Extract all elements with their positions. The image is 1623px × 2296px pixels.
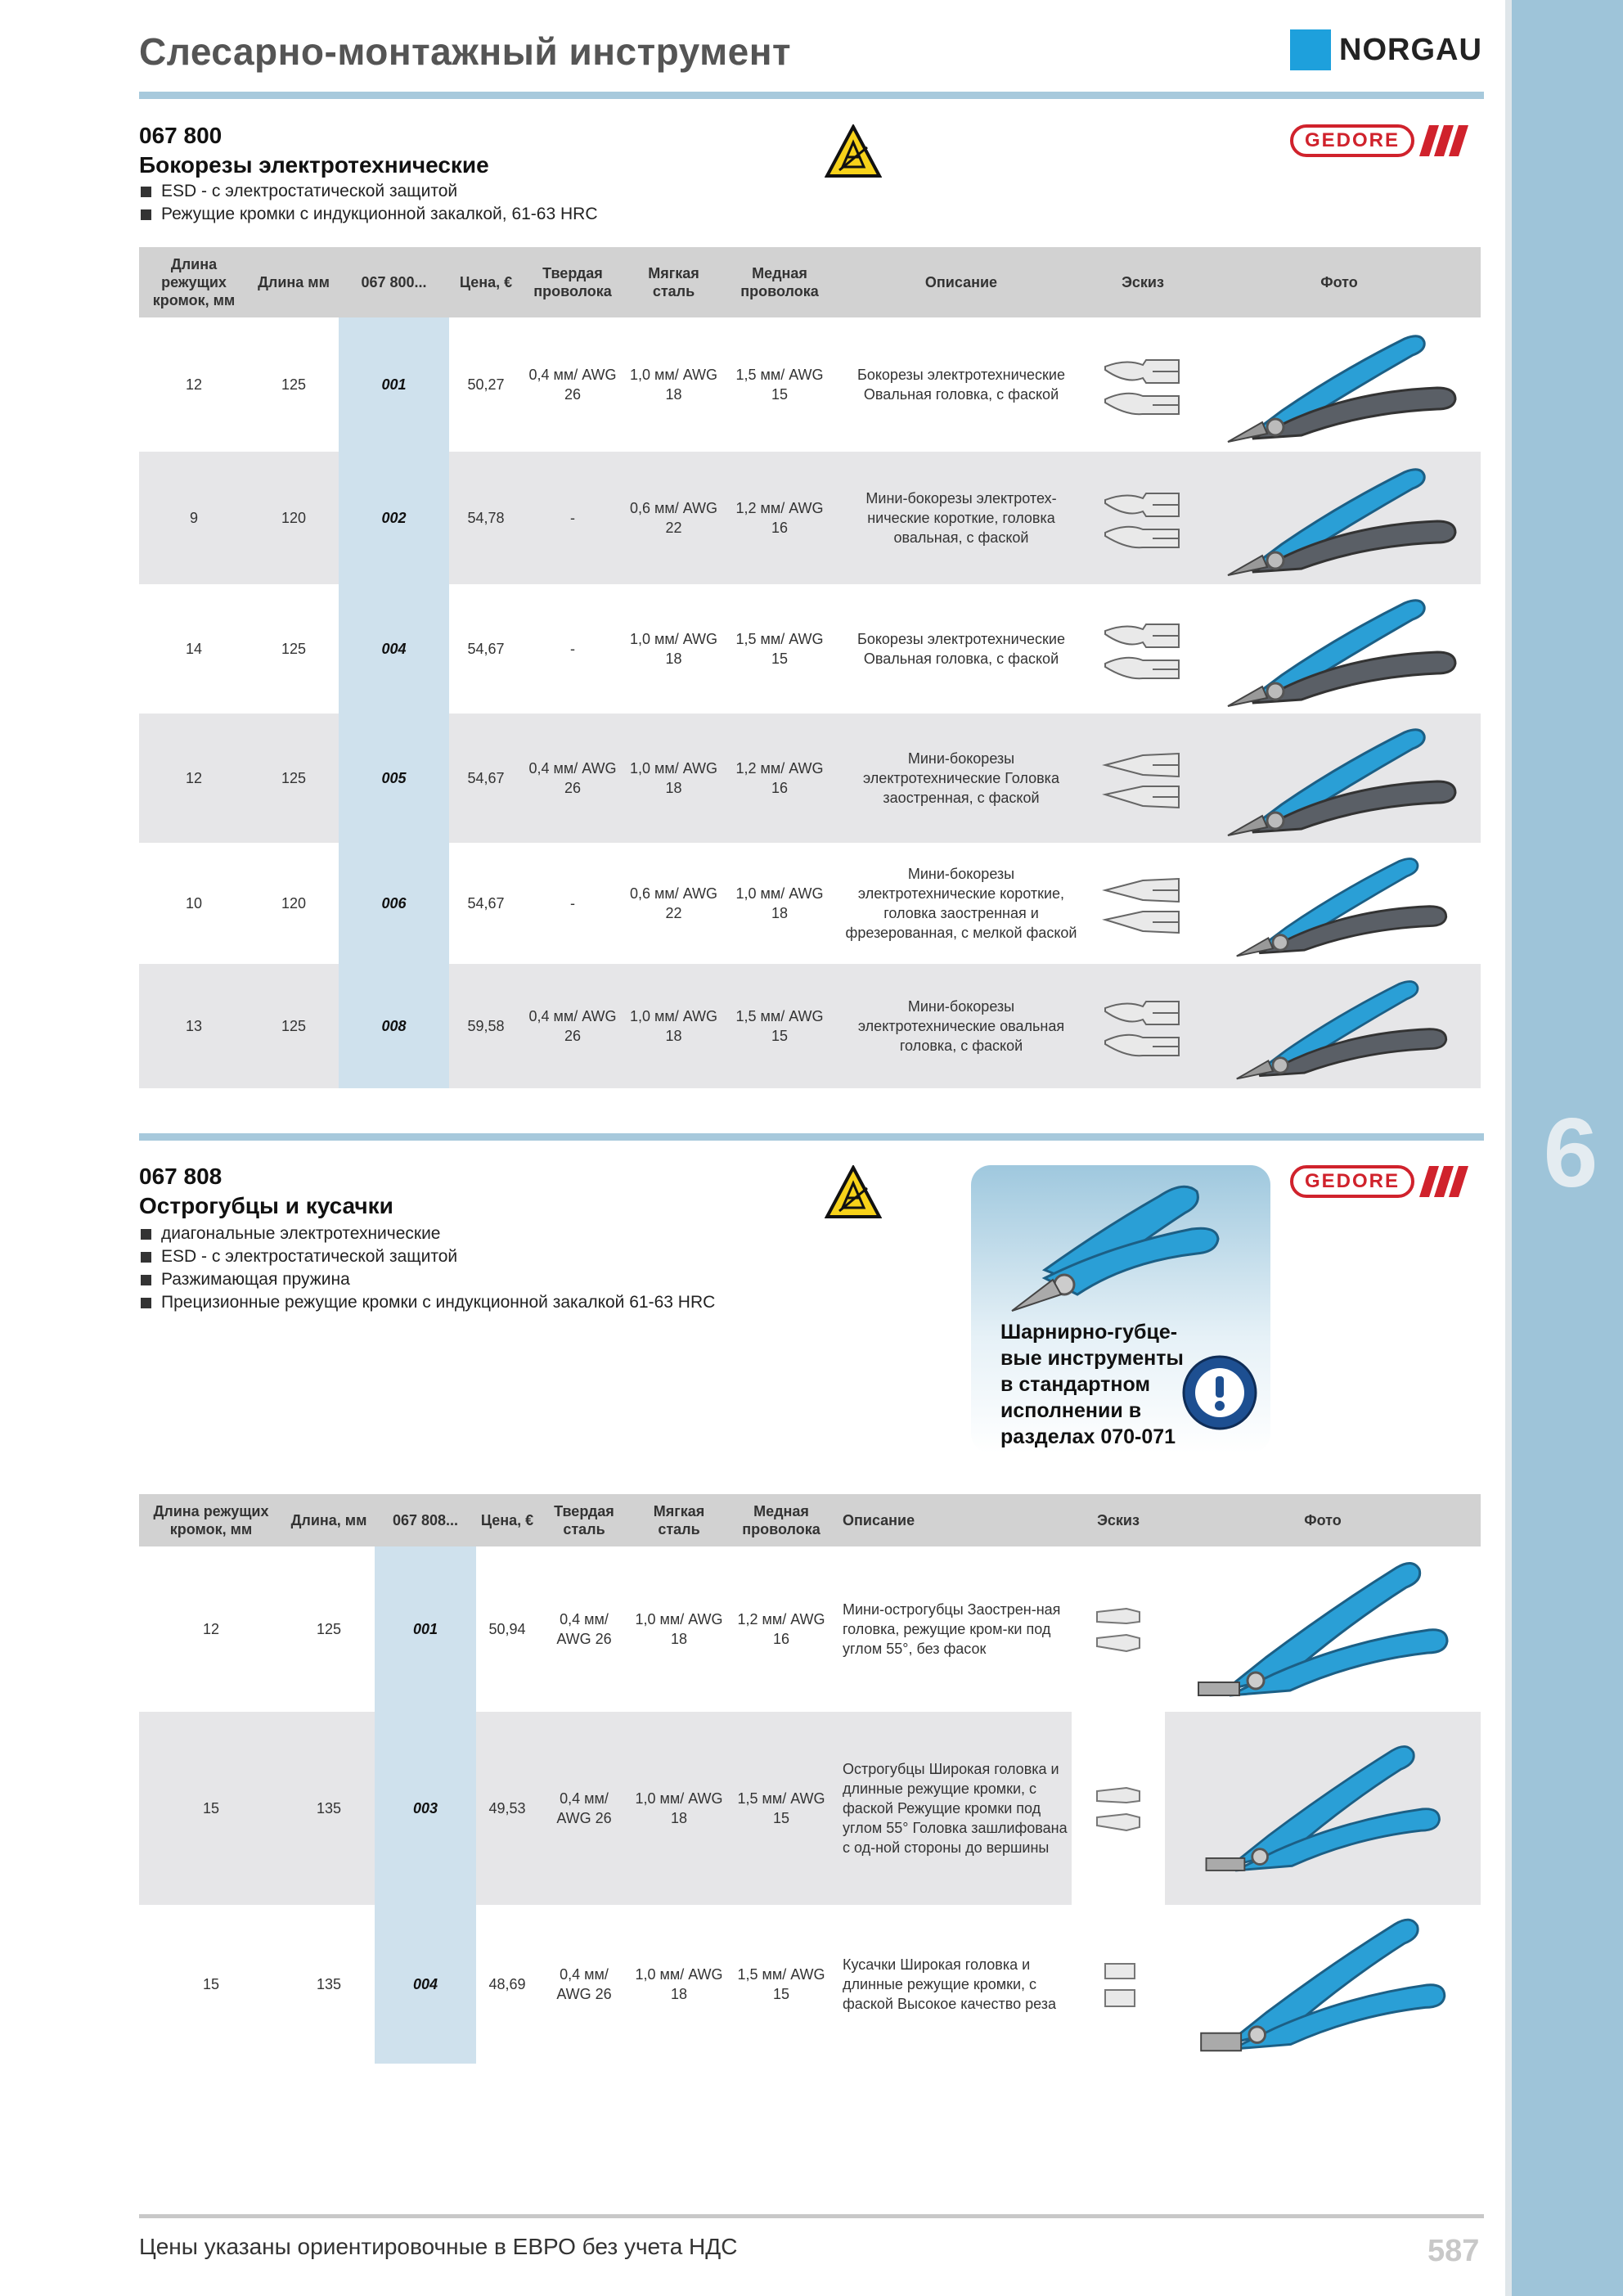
pliers-photo-icon xyxy=(1216,322,1462,447)
section1-bullet: ESD - с электростатической защитой xyxy=(141,180,597,203)
cell-desc: Острогубцы Широкая головка и длинные режущие кромки, с фаской Режущие кромки под углом 55° Головка зашлифована с од-ной стороны до вершины xyxy=(834,1712,1072,1905)
cell-price: 54,67 xyxy=(467,641,505,657)
cell-photo xyxy=(1165,1546,1481,1712)
table-row xyxy=(139,317,1481,452)
cell-code: 001 xyxy=(375,1546,476,1712)
cell-soft: 1,0 мм/ AWG 18 xyxy=(635,1611,723,1647)
cell-sketch xyxy=(1088,452,1198,584)
cell-desc: Бокорезы электротехнические Овальная головка, с фаской xyxy=(857,367,1065,403)
cell-length: 125 xyxy=(249,714,339,843)
cell-photo xyxy=(1165,1905,1481,2064)
table-row xyxy=(139,1546,1481,1712)
cell-photo xyxy=(1165,1712,1481,1905)
cell-length: 135 xyxy=(316,1976,342,1992)
cell-len: 12 xyxy=(185,376,203,393)
cell-hard: 0,4 мм/ AWG 26 xyxy=(528,367,617,403)
nipper-photo-icon xyxy=(1200,1735,1445,1882)
pliers-photo-icon xyxy=(1216,969,1462,1083)
section2-title: Острогубцы и кусачки xyxy=(139,1193,393,1218)
col-header: Описание xyxy=(834,247,1088,317)
cell-len: 15 xyxy=(139,1712,283,1905)
cell-code: 005 xyxy=(339,714,449,843)
cell-price: 54,67 xyxy=(449,714,523,843)
page-title: Слесарно-монтажный инструмент xyxy=(139,30,792,73)
cutter-sketch-icon xyxy=(1102,615,1184,683)
cell-hard: - xyxy=(523,452,623,584)
chapter-number: 6 xyxy=(1543,1098,1598,1208)
norgau-logo xyxy=(1290,29,1482,70)
header-rule xyxy=(139,92,1484,99)
cell-copper: 1,2 мм/ AWG 16 xyxy=(737,1611,825,1647)
table-row xyxy=(139,584,1481,714)
col-header: 067 800... xyxy=(339,247,449,317)
cell-soft: 1,0 мм/ AWG 18 xyxy=(630,1712,728,1905)
nipper-photo-icon xyxy=(1192,1551,1454,1707)
cell-hard: 0,4 мм/ AWG 26 xyxy=(523,964,623,1088)
cell-desc: Мини-бокорезы электротех-нические короткие, головка овальная, с фаской xyxy=(834,452,1088,584)
col-header: Длина мм xyxy=(249,247,339,317)
cell-length: 125 xyxy=(281,376,307,393)
col-header: Мягкая сталь xyxy=(623,247,725,317)
section2-bullets xyxy=(141,1222,715,1314)
section2-bullet: ESD - с электростатической защитой xyxy=(141,1245,715,1268)
cell-hard: 0,4 мм/ AWG 26 xyxy=(556,1966,612,2002)
cutter-sketch-icon xyxy=(1102,744,1184,813)
cell-soft: 1,0 мм/ AWG 18 xyxy=(629,367,718,403)
cell-code: 004 xyxy=(339,584,449,714)
cell-copper: 1,2 мм/ AWG 16 xyxy=(725,452,834,584)
gedore-logo xyxy=(1290,123,1483,159)
cell-code: 001 xyxy=(339,317,449,452)
gedore-logo xyxy=(1290,1164,1483,1200)
table-row xyxy=(139,964,1481,1088)
page-number: 587 xyxy=(1427,2234,1480,2268)
cell-soft: 1,0 мм/ AWG 18 xyxy=(629,631,718,667)
cell-copper: 1,5 мм/ AWG 15 xyxy=(737,1966,825,2002)
cell-length: 135 xyxy=(283,1712,375,1905)
cell-desc: Мини-бокорезы электротехнические короткие, головка заостренная и фрезерованная, с мелкой фаской xyxy=(845,866,1077,941)
col-header: Длина режущих кромок, мм xyxy=(139,1494,283,1546)
cell-sketch xyxy=(1088,317,1198,452)
cell-code: 006 xyxy=(339,843,449,964)
col-header: Медная проволока xyxy=(728,1494,834,1546)
logo-square-icon xyxy=(1290,29,1331,70)
section2-bullet: Разжимающая пружина xyxy=(141,1268,715,1291)
cell-copper: 1,5 мм/ AWG 15 xyxy=(735,367,824,403)
section2-table xyxy=(139,1494,1481,2064)
col-header: Твердая проволока xyxy=(523,247,623,317)
exclamation-badge-icon xyxy=(1180,1353,1259,1432)
pliers-photo-icon xyxy=(1216,846,1462,961)
cell-length: 120 xyxy=(281,895,307,912)
table-row xyxy=(139,714,1481,843)
cell-copper: 1,5 мм/ AWG 15 xyxy=(735,631,824,667)
cutter-sketch-icon xyxy=(1102,992,1184,1060)
cell-price: 48,69 xyxy=(488,1976,526,1992)
section1-title: Бокорезы электротехнические xyxy=(139,152,489,178)
cell-len: 12 xyxy=(139,714,249,843)
pliers-photo-icon xyxy=(1216,587,1462,711)
table-row xyxy=(139,843,1481,964)
col-header: Фото xyxy=(1198,247,1481,317)
table-row xyxy=(139,452,1481,584)
cell-desc: Мини-бокорезы электротехнические овальная головка, с фаской xyxy=(834,964,1088,1088)
esd-warning-icon xyxy=(825,124,882,178)
cell-desc: Кусачки Широкая головка и длинные режущие кромки, с фаской Высокое качество реза xyxy=(843,1956,1056,2012)
cell-copper: 1,2 мм/ AWG 16 xyxy=(725,714,834,843)
nipper-sketch-icon xyxy=(1094,1956,1143,2013)
cell-length: 125 xyxy=(249,964,339,1088)
cell-soft: 1,0 мм/ AWG 18 xyxy=(623,714,725,843)
cell-soft: 0,6 мм/ AWG 22 xyxy=(629,885,718,921)
cell-sketch xyxy=(1088,964,1198,1088)
gedore-logo-text: GEDORE xyxy=(1290,124,1414,157)
pliers-photo-icon xyxy=(1216,716,1462,840)
cell-len: 10 xyxy=(185,895,203,912)
cell-len: 13 xyxy=(139,964,249,1088)
cell-price: 59,58 xyxy=(449,964,523,1088)
info-card xyxy=(971,1165,1270,1453)
section1-table xyxy=(139,247,1481,1088)
footer-note: Цены указаны ориентировочные в ЕВРО без учета НДС xyxy=(139,2234,738,2259)
section2-bullet: Прецизионные режущие кромки с индукционной закалкой 61-63 HRC xyxy=(141,1291,715,1314)
col-header: Цена, € xyxy=(476,1494,538,1546)
nipper-sketch-icon xyxy=(1094,1600,1143,1658)
cell-photo xyxy=(1198,714,1481,843)
cell-code: 003 xyxy=(375,1712,476,1905)
cell-sketch xyxy=(1072,1546,1165,1712)
cell-copper: 1,5 мм/ AWG 15 xyxy=(725,964,834,1088)
cell-hard: - xyxy=(570,641,575,657)
cell-soft: 0,6 мм/ AWG 22 xyxy=(623,452,725,584)
col-header: Цена, € xyxy=(449,247,523,317)
table-header-row xyxy=(139,1494,1481,1546)
cell-hard: 0,4 мм/ AWG 26 xyxy=(538,1712,630,1905)
col-header: Твердая сталь xyxy=(538,1494,630,1546)
gedore-logo-text: GEDORE xyxy=(1290,1165,1414,1198)
cell-sketch xyxy=(1088,584,1198,714)
cell-photo xyxy=(1198,584,1481,714)
cell-desc: Бокорезы электротехнические Овальная головка, с фаской xyxy=(857,631,1065,667)
cell-desc: Мини-острогубцы Заострен-ная головка, режущие кром-ки под углом 55°, без фасок xyxy=(843,1601,1061,1657)
cell-hard: 0,4 мм/ AWG 26 xyxy=(556,1611,612,1647)
cell-len: 12 xyxy=(202,1621,220,1637)
section-rule xyxy=(139,1133,1484,1141)
col-header: Эскиз xyxy=(1072,1494,1165,1546)
footer-rule xyxy=(139,2214,1484,2218)
table-header-row xyxy=(139,247,1481,317)
cell-sketch xyxy=(1072,1905,1165,2064)
cell-price: 54,67 xyxy=(467,895,505,912)
cell-sketch xyxy=(1072,1712,1165,1905)
cutter-sketch-icon xyxy=(1102,869,1184,938)
col-header: Эскиз xyxy=(1088,247,1198,317)
section2-code: 067 808 xyxy=(139,1164,223,1189)
section1-code: 067 800 xyxy=(139,123,223,148)
cell-copper: 1,0 мм/ AWG 18 xyxy=(735,885,824,921)
cutter-sketch-icon xyxy=(1102,484,1184,552)
table-row xyxy=(139,1712,1481,1905)
cell-desc: Мини-бокорезы электротехнические Головка заостренная, с фаской xyxy=(834,714,1088,843)
col-header: 067 808... xyxy=(375,1494,476,1546)
cell-photo xyxy=(1198,317,1481,452)
nipper-photo-icon xyxy=(1192,1908,1454,2060)
cell-soft: 1,0 мм/ AWG 18 xyxy=(623,964,725,1088)
cell-price: 50,27 xyxy=(467,376,505,393)
info-card-text: Шарнирно-губце-вые инструменты в стандартном исполнении в разделах 070-071 xyxy=(1000,1321,1184,1448)
section1-bullets xyxy=(141,180,597,226)
cell-length: 125 xyxy=(316,1621,342,1637)
gedore-stripes-icon xyxy=(1419,1166,1470,1197)
cell-code: 008 xyxy=(339,964,449,1088)
col-header: Мягкая сталь xyxy=(630,1494,728,1546)
col-header: Фото xyxy=(1165,1494,1481,1546)
cell-sketch xyxy=(1088,843,1198,964)
col-header: Длина режущих кромок, мм xyxy=(139,247,249,317)
table-row xyxy=(139,1905,1481,2064)
pliers-photo-icon xyxy=(996,1172,1241,1327)
pliers-photo-icon xyxy=(1216,456,1462,580)
cutter-sketch-icon xyxy=(1102,350,1184,419)
cell-hard: - xyxy=(570,895,575,912)
section1-bullet: Режущие кромки с индукционной закалкой, 61-63 HRC xyxy=(141,203,597,226)
cell-photo xyxy=(1198,843,1481,964)
section2-rows xyxy=(139,1546,1481,2064)
cell-code: 002 xyxy=(339,452,449,584)
cell-len: 14 xyxy=(185,641,203,657)
cell-price: 49,53 xyxy=(476,1712,538,1905)
cell-soft: 1,0 мм/ AWG 18 xyxy=(635,1966,723,2002)
col-header: Длина, мм xyxy=(283,1494,375,1546)
col-header: Описание xyxy=(834,1494,1072,1546)
logo-text: NORGAU xyxy=(1339,32,1482,67)
section1-rows xyxy=(139,317,1481,1088)
section2-bullet: диагональные электротехнические xyxy=(141,1222,715,1245)
cell-price: 54,78 xyxy=(449,452,523,584)
cell-price: 50,94 xyxy=(488,1621,526,1637)
cell-sketch xyxy=(1088,714,1198,843)
cell-length: 125 xyxy=(281,641,307,657)
cell-length: 120 xyxy=(249,452,339,584)
cell-len: 9 xyxy=(139,452,249,584)
cell-len: 15 xyxy=(202,1976,220,1992)
col-header: Медная проволока xyxy=(725,247,834,317)
cell-photo xyxy=(1198,452,1481,584)
esd-warning-icon xyxy=(825,1165,882,1219)
cell-hard: 0,4 мм/ AWG 26 xyxy=(523,714,623,843)
cell-copper: 1,5 мм/ AWG 15 xyxy=(728,1712,834,1905)
nipper-sketch-icon xyxy=(1094,1780,1143,1837)
cell-code: 004 xyxy=(375,1905,476,2064)
cell-photo xyxy=(1198,964,1481,1088)
gedore-stripes-icon xyxy=(1419,125,1470,156)
